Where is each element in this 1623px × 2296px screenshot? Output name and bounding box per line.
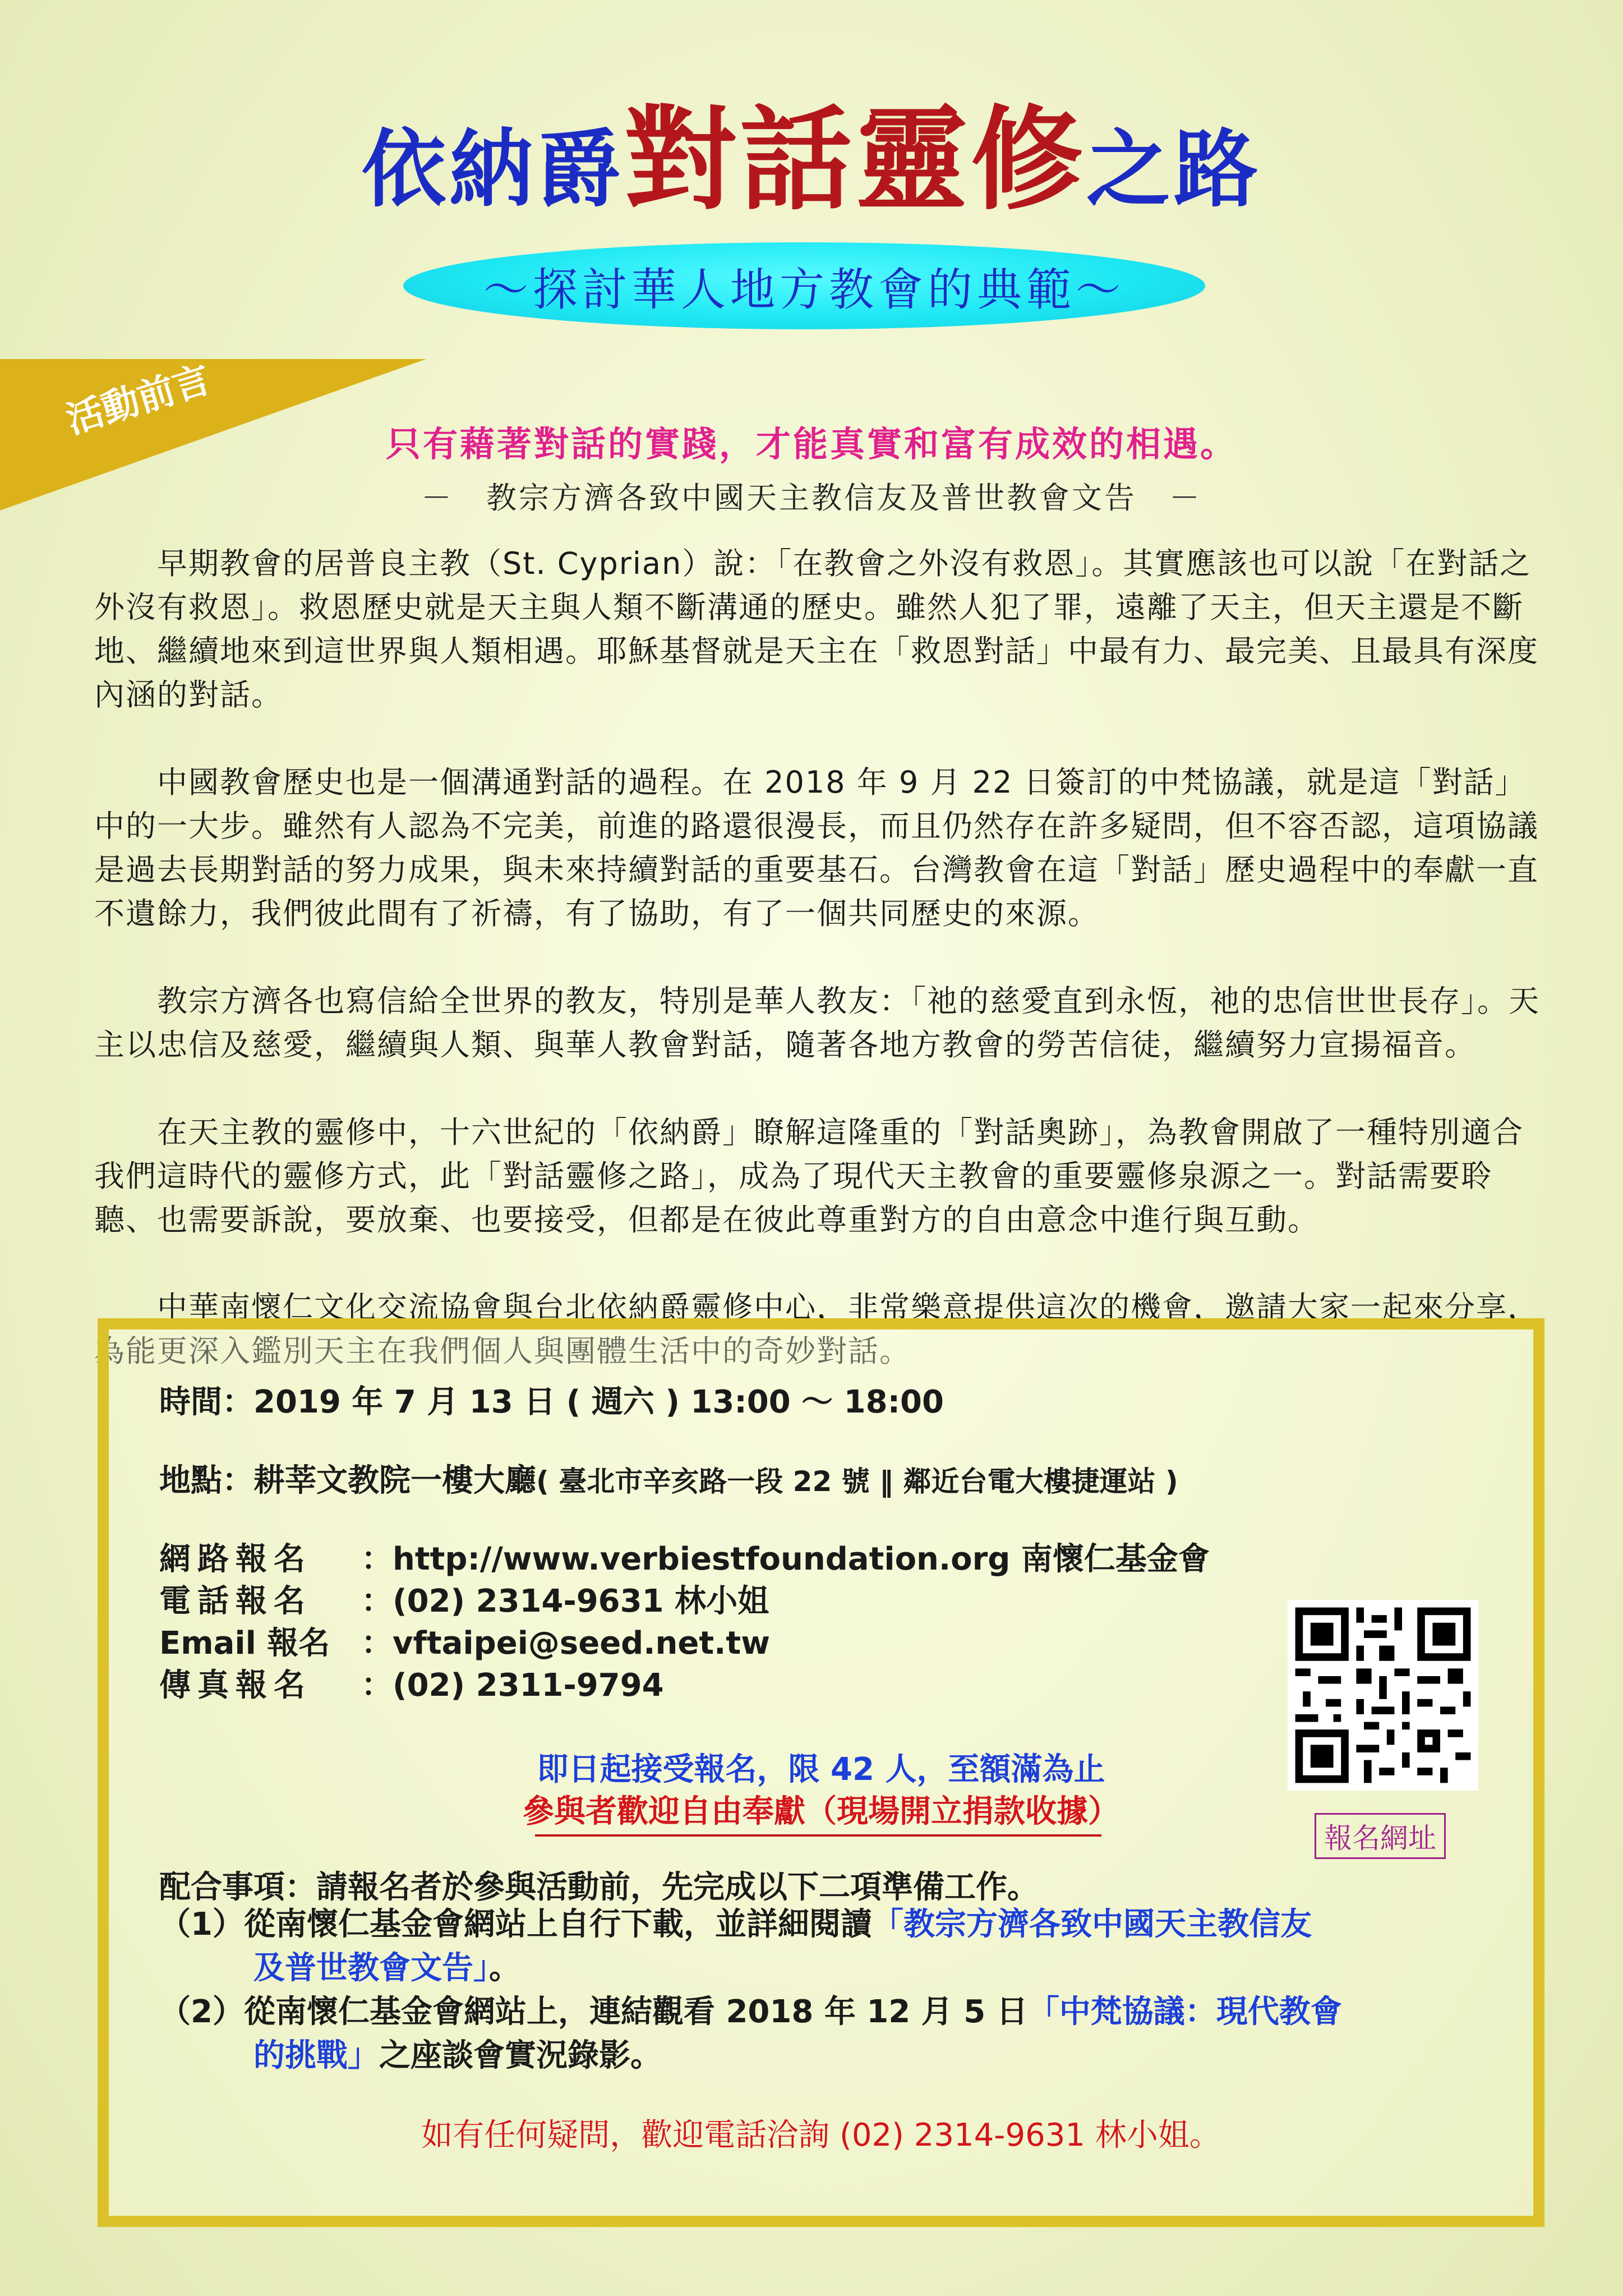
email-value[interactable]: ：vftaipei@seed.net.tw [361, 1625, 770, 1662]
place-value: 耕莘文教院一樓大廳 [253, 1462, 536, 1499]
time-value: 2019 年 7 月 13 日 ( 週六 ) 13:00 ～ 18:00 [253, 1384, 944, 1420]
email-label: Email 報名 [159, 1625, 330, 1662]
title-part1: 依納爵 [361, 120, 624, 219]
divider [535, 1834, 1101, 1837]
video-link-cont[interactable]: 的挑戰」 [253, 2037, 379, 2074]
qr-label: 報名網址 [1315, 1813, 1446, 1859]
notice-donation: 參與者歡迎自由奉獻（現場開立捐款收據） [523, 1793, 1119, 1830]
title-part3: 之路 [1086, 120, 1262, 219]
item-number: （1） [159, 1906, 244, 1943]
document-link-cont[interactable]: 及普世教會文告」 [253, 1950, 489, 1986]
prep-item-2 [159, 1990, 1393, 2078]
intro-text [94, 542, 1547, 1417]
phone-label: 電話報名 [159, 1583, 312, 1619]
prep-item-1 [159, 1903, 1393, 1990]
phone-line [159, 1576, 769, 1621]
quote-source: － 教宗方濟各致中國天主教信友及普世教會文告 － [421, 480, 1202, 516]
email-line [159, 1618, 770, 1663]
web-value[interactable]: ：http://www.verbiestfoundation.org 南懷仁基金會 [361, 1541, 1210, 1577]
fax-value: ：(02) 2311-9794 [361, 1667, 664, 1704]
item-end: 。 [489, 1950, 520, 1986]
notice-limit: 即日起接受報名，限 42 人，至額滿為止 [537, 1751, 1105, 1788]
subtitle-banner: ～探討華人地方教會的典範～ [403, 242, 1205, 329]
event-info-box [98, 1318, 1544, 2227]
quote: 只有藉著對話的實踐，才能真實和富有成效的相遇。 [385, 424, 1237, 464]
place-note: ( 臺北市辛亥路一段 22 號 ‖ 鄰近台電大樓捷運站 ) [536, 1465, 1178, 1498]
item-end: 之座談會實況錄影。 [379, 2037, 662, 2074]
time-line [159, 1377, 944, 1422]
item-number: （2） [159, 1994, 244, 2030]
video-link[interactable]: 「中梵協議：現代教會 [1027, 1994, 1342, 2030]
ribbon-label: 活動前言 [61, 357, 216, 442]
paragraph: 在天主教的靈修中，十六世紀的「依納爵」瞭解這隆重的「對話奧跡」，為教會開啟了一種特別適合我們這時代的靈修方式，此「對話靈修之路」，成為了現代天主教會的重要靈修泉源之一。對話需要聆聽、也需要訴說，要放棄、也要接受，但都是在彼此尊重對方的自由意念中進行與互動。 [94, 1115, 1524, 1237]
prep-title: 配合事項：請報名者於參與活動前，先完成以下二項準備工作。 [159, 1869, 1039, 1906]
document-link[interactable]: 「教宗方濟各致中國天主教信友 [872, 1906, 1312, 1943]
paragraph: 中華南懷仁文化交流協會與台北依納爵靈修中心，非常樂意提供這次的機會，邀請大家一起來分享，為能更深入鑑別天主在我們個人與團體生活中的奇妙對話。 [94, 1290, 1539, 1369]
title-part2: 對話靈修 [624, 94, 1086, 226]
page-title [0, 94, 1623, 226]
paragraph: 中國教會歷史也是一個溝通對話的過程。在 2018 年 9 月 22 日簽訂的中梵協議，就是這「對話」中的一大步。雖然有人認為不完美，前進的路還很漫長，而且仍然存在許多疑問，但不容否認，這項協議是過去長期對話的努力成果，與未來持續對話的重要基石。台灣教會在這「對話」歷史過程中的奉獻一直不遺餘力，我們彼此間有了祈禱，有了協助，有了一個共同歷史的來源。 [94, 765, 1539, 931]
item-text: 從南懷仁基金會網站上，連結觀看 2018 年 12 月 5 日 [243, 1994, 1028, 2030]
phone-value: ：(02) 2314-9631 林小姐 [361, 1583, 769, 1619]
fax-label: 傳真報名 [159, 1667, 312, 1704]
time-label: 時間： [159, 1384, 253, 1420]
place-line [159, 1456, 1178, 1501]
fax-line [159, 1660, 664, 1705]
paragraph: 教宗方濟各也寫信給全世界的教友，特別是華人教友：「祂的慈愛直到永恆，祂的忠信世世長存」。天主以忠信及慈愛，繼續與人類、與華人教會對話，隨著各地方教會的勞苦信徒，繼續努力宣揚福音。 [94, 983, 1540, 1062]
place-label: 地點： [159, 1462, 253, 1499]
web-label: 網路報名 [159, 1541, 312, 1577]
paragraph: 早期教會的居普良主教（St. Cyprian）說：「在教會之外沒有救恩」。其實應該也可以說「在對話之外沒有救恩」。救恩歷史就是天主與人類不斷溝通的歷史。雖然人犯了罪，遠離了天主，但天主還是不斷地、繼續地來到這世界與人類相遇。耶穌基督就是天主在「救恩對話」中最有力、最完美、且最具有深度內涵的對話。 [94, 546, 1539, 712]
closing-note: 如有任何疑問，歡迎電話洽詢 (02) 2314-9631 林小姐。 [421, 2117, 1221, 2154]
web-line [159, 1534, 1210, 1579]
item-text: 從南懷仁基金會網站上自行下載，並詳細閱讀 [243, 1906, 872, 1943]
